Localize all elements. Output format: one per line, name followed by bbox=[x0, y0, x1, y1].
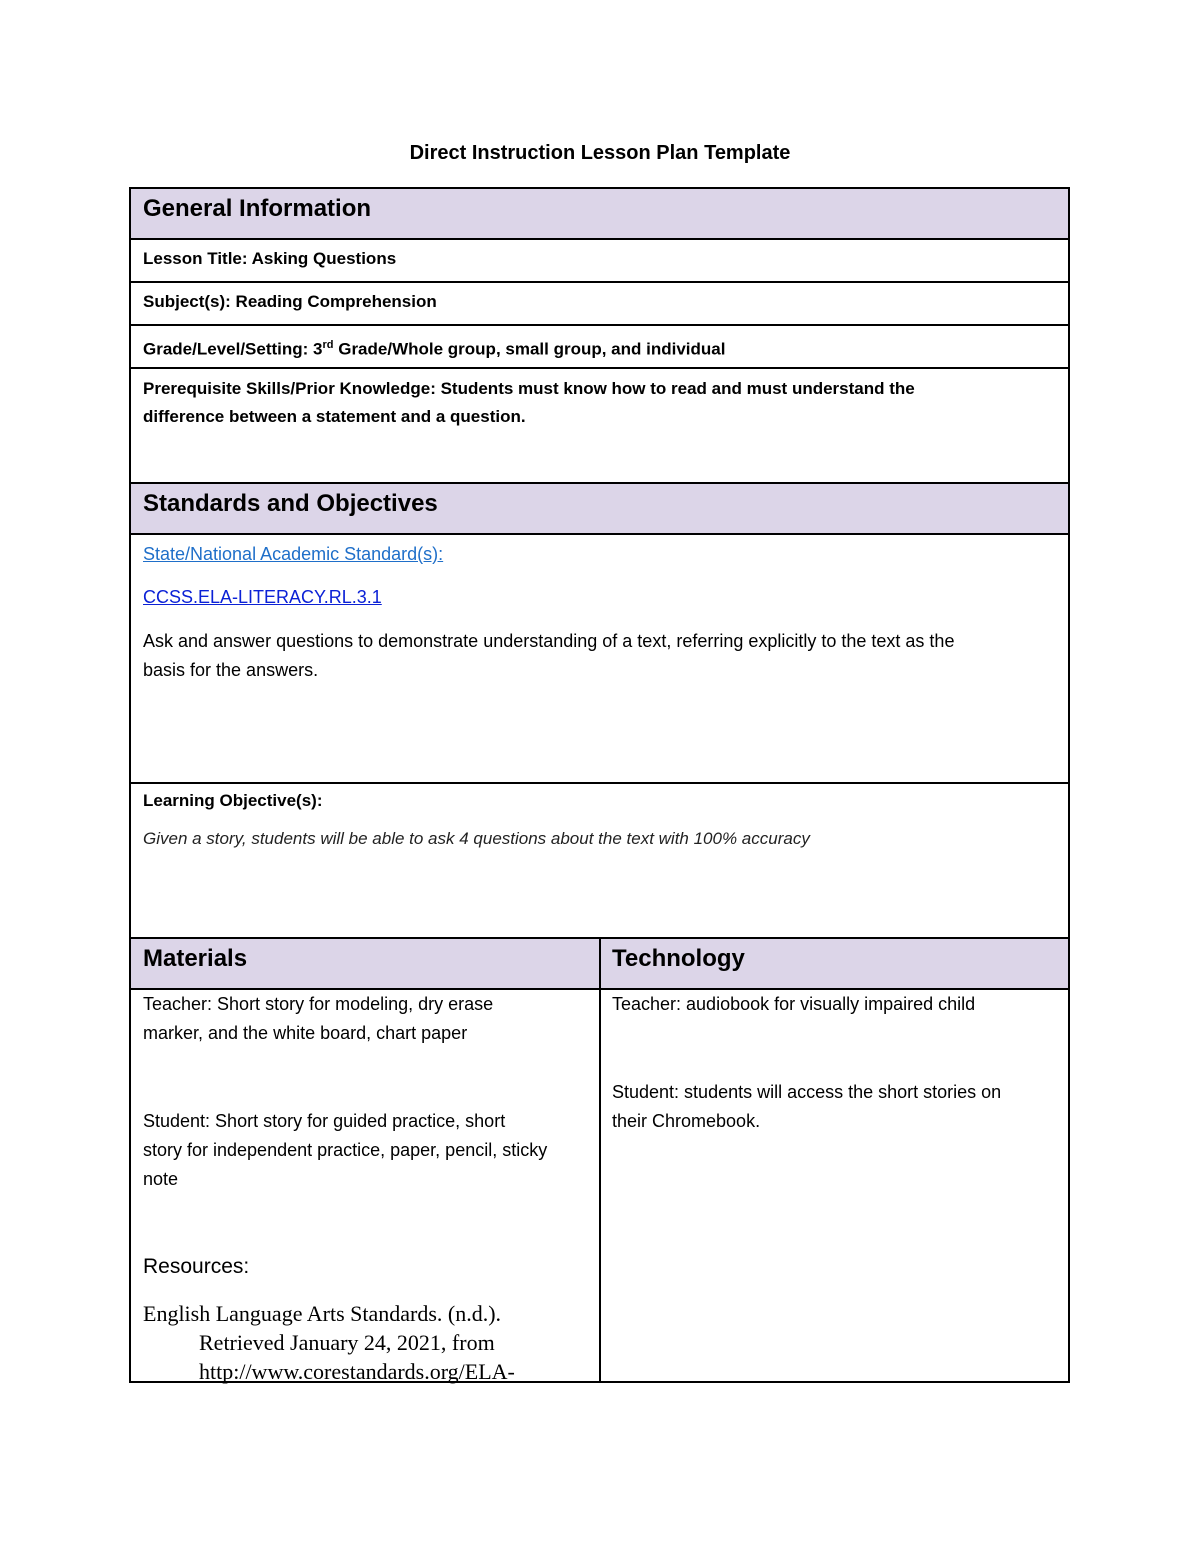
grade-level-setting bbox=[143, 331, 1008, 364]
materials-technology-body bbox=[131, 990, 1068, 1384]
materials-student-line-1: Student: Short story for guided practice, short bbox=[143, 1111, 506, 1131]
technology-student-line-2: their Chromebook. bbox=[612, 1111, 761, 1131]
grade-row bbox=[131, 326, 1068, 369]
technology-heading: Technology bbox=[612, 945, 745, 972]
lesson-plan-table bbox=[129, 187, 1070, 1383]
materials-technology-header bbox=[131, 939, 1068, 990]
materials-student-line-3: note bbox=[143, 1169, 179, 1189]
lesson-title: Lesson Title: Asking Questions bbox=[143, 249, 397, 268]
lesson-title-row bbox=[131, 240, 1068, 283]
standards-objectives-heading: Standards and Objectives bbox=[143, 490, 438, 517]
subjects-row bbox=[131, 283, 1068, 326]
resource-citation-line-2: Retrieved January 24, 2021, from bbox=[199, 1330, 495, 1355]
state-national-standard-link[interactable]: State/National Academic Standard(s): bbox=[143, 544, 444, 564]
document-title: Direct Instruction Lesson Plan Template bbox=[409, 142, 791, 164]
column-divider bbox=[599, 939, 601, 988]
resource-citation-line-1: English Language Arts Standards. (n.d.). bbox=[143, 1301, 502, 1326]
ccss-standard-link[interactable]: CCSS.ELA-LITERACY.RL.3.1 bbox=[143, 587, 382, 607]
resource-citation-line-3: http://www.corestandards.org/ELA- bbox=[199, 1359, 515, 1384]
materials-heading: Materials bbox=[143, 945, 248, 972]
prerequisite-line-2: difference between a statement and a question. bbox=[143, 407, 526, 426]
standard-text-line-2: basis for the answers. bbox=[143, 660, 319, 680]
technology-teacher-line: Teacher: audiobook for visually impaired child bbox=[612, 994, 976, 1014]
general-information-header bbox=[131, 189, 1068, 240]
column-divider bbox=[599, 990, 601, 1381]
standards-objectives-header bbox=[131, 484, 1068, 535]
prerequisite-line-1: Prerequisite Skills/Prior Knowledge: Students must know how to read and must understand the bbox=[143, 379, 915, 398]
subjects: Subject(s): Reading Comprehension bbox=[143, 292, 437, 311]
standard-text-line-1: Ask and answer questions to demonstrate understanding of a text, referring explicitly to the text as the bbox=[143, 631, 955, 651]
learning-objective-label: Learning Objective(s): bbox=[143, 791, 323, 810]
materials-teacher-line-1: Teacher: Short story for modeling, dry erase bbox=[143, 994, 494, 1014]
prerequisite-row bbox=[131, 369, 1068, 484]
materials-teacher-line-2: marker, and the white board, chart paper bbox=[143, 1023, 468, 1043]
grade-suffix: Grade/Whole group, small group, and individual bbox=[333, 339, 726, 359]
materials-student-line-2: story for independent practice, paper, pencil, sticky bbox=[143, 1140, 548, 1160]
grade-prefix: Grade/Level/Setting: 3 bbox=[143, 339, 323, 359]
general-information-heading: General Information bbox=[143, 195, 372, 222]
standards-row bbox=[131, 535, 1068, 784]
technology-student-line-1: Student: students will access the short stories on bbox=[612, 1082, 1002, 1102]
grade-superscript: rd bbox=[322, 339, 334, 351]
resources-label: Resources: bbox=[143, 1255, 250, 1278]
learning-objective-text: Given a story, students will be able to ask 4 questions about the text with 100% accuracy bbox=[143, 829, 810, 848]
learning-objective-row bbox=[131, 784, 1068, 939]
